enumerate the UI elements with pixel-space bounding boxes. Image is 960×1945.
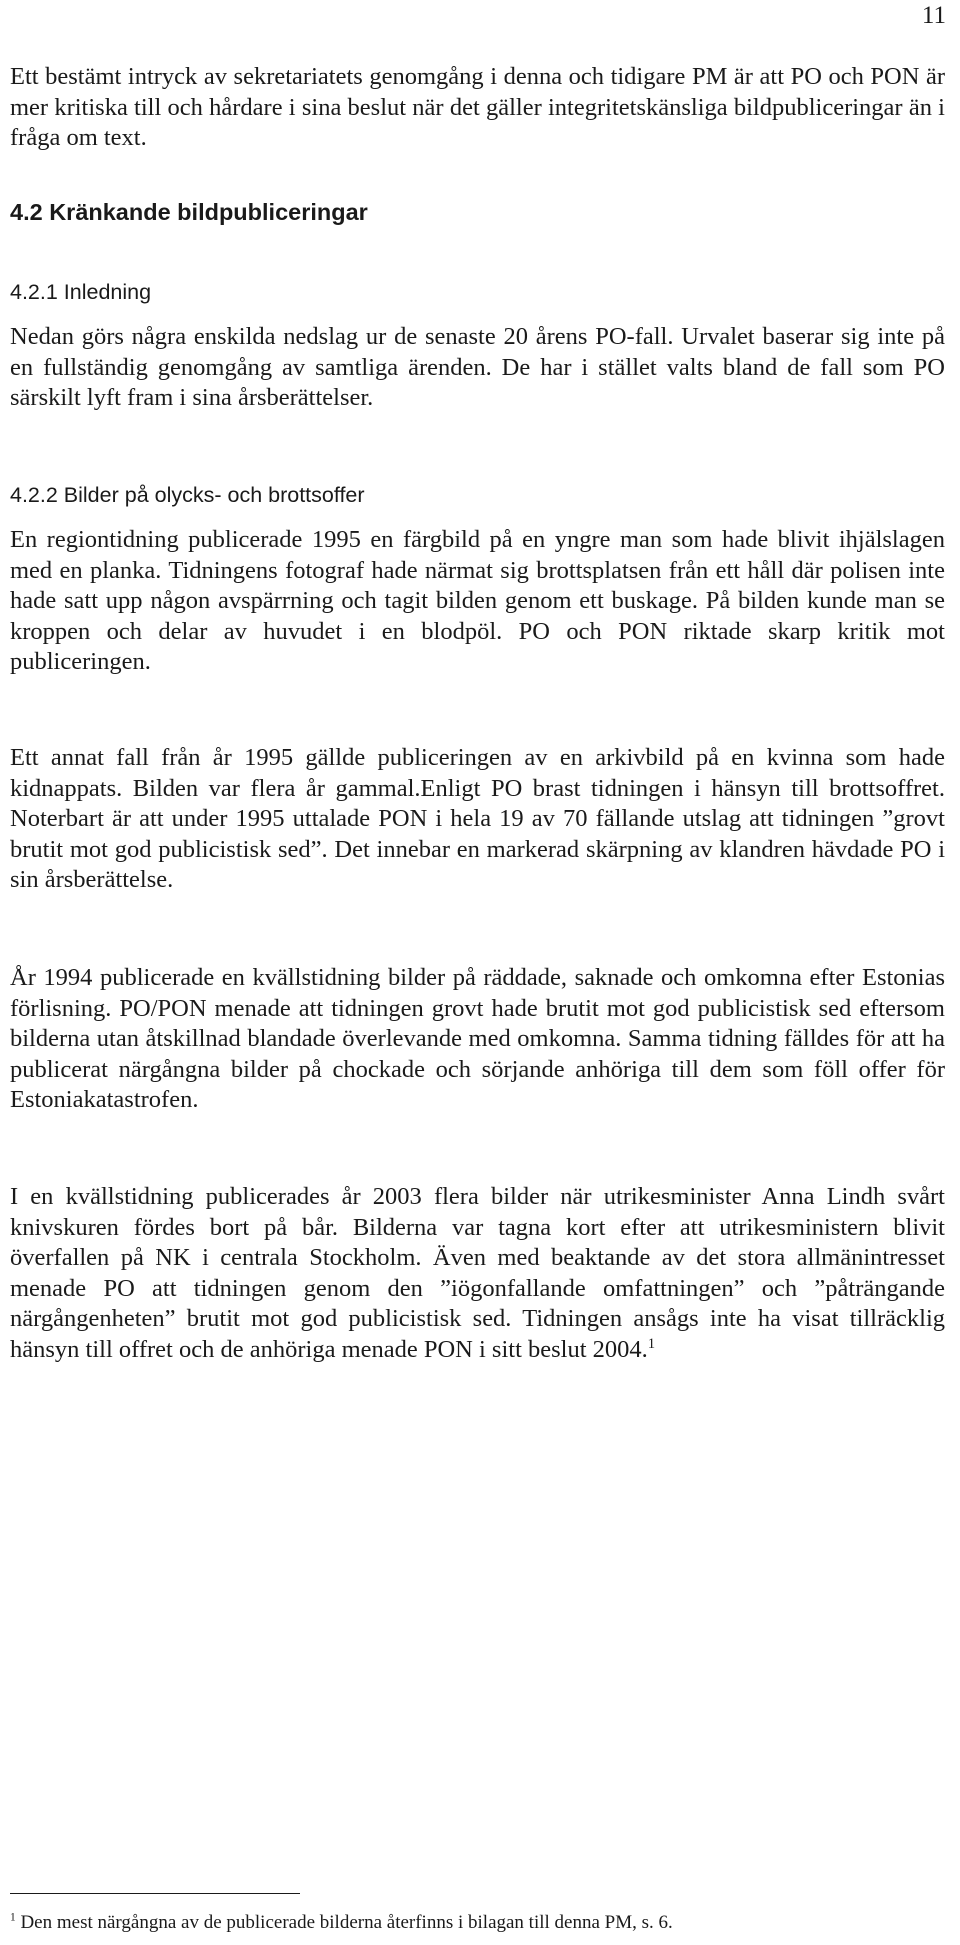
body-paragraph-1: En regiontidning publicerade 1995 en färgbild på en yngre man som hade blivit ihjälslagen med en planka. Tidningens fotograf hade närmat sig brottsplatsen från ett håll där polisen inte hade satt upp någon avspärrning och tagit bilden genom ett buskage. På bilden kunde man se kroppen och delar av huvudet i en blodpöl. PO och PON riktade skarp kritik mot publiceringen. (10, 526, 945, 675)
footnote (10, 1911, 945, 1935)
footnote-divider (10, 1893, 300, 1894)
subsection-heading-inledning: 4.2.1 Inledning (10, 280, 152, 304)
section-heading: 4.2 Kränkande bildpubliceringar (10, 199, 368, 225)
body-paragraph-3: År 1994 publicerade en kvällstidning bilder på räddade, saknade och omkomna efter Estonias förlisning. PO/PON menade att tidningen grovt hade brutit mot god publicistisk sed eftersom bilderna utan åtskillnad blandade överlevande med omkomna. Samma tidning fälldes för att ha publicerat närgångna bilder på chockade och sörjande anhöriga till dem som föll offer för Estoniakatastrofen. (10, 964, 945, 1113)
subsection-heading-bilder: 4.2.2 Bilder på olycks- och brottsoffer (10, 483, 365, 507)
body-paragraph-4-text: I en kvällstidning publicerades år 2003 flera bilder när utrikesminister Anna Lindh svårt knivskuren fördes bort på bår. Bilderna var tagna kort efter att utrikesministern blivit överfallen på NK i centrala Stockholm. Även med beaktande av det stora allmänintresset menade PO att tidningen genom den ”iögonfallande omfattningen” och ”påträngande närgångenheten” brutit mot god publicistisk sed. Tidningen ansågs inte ha visat tillräcklig hänsyn till offret och de anhöriga menade PON i sitt beslut 2004. (10, 1183, 945, 1363)
inledning-paragraph: Nedan görs några enskilda nedslag ur de senaste 20 årens PO-fall. Urvalet baserar sig inte på en fullständig genomgång av samtliga ärenden. De har i stället valts bland de fall som PO särskilt lyft fram i sina årsberättelser. (10, 323, 945, 411)
body-paragraph-4 (10, 1182, 945, 1365)
footnote-marker: 1 (10, 1911, 16, 1924)
page-number: 11 (921, 2, 946, 29)
footnote-reference: 1 (647, 1335, 656, 1352)
footnote-text: Den mest närgångna av de publicerade bilderna återfinns i bilagan till denna PM, s. 6. (20, 1912, 673, 1933)
body-paragraph-2: Ett annat fall från år 1995 gällde publiceringen av en arkivbild på en kvinna som hade kidnappats. Bilden var flera år gammal.Enligt PO brast tidningen i hänsyn till brottsoffret. Noterbart är att under 1995 uttalade PON i hela 19 av 70 fällande utslag att tidningen ”grovt brutit mot god publicistisk sed”. Det innebar en markerad skärpning av klandren hävdade PO i sin årsberättelse. (10, 744, 945, 893)
intro-paragraph: Ett bestämt intryck av sekretariatets genomgång i denna och tidigare PM är att PO och PON är mer kritiska till och hårdare i sina beslut när det gäller integritetskänsliga bildpubliceringar än i fråga om text. (10, 63, 945, 151)
